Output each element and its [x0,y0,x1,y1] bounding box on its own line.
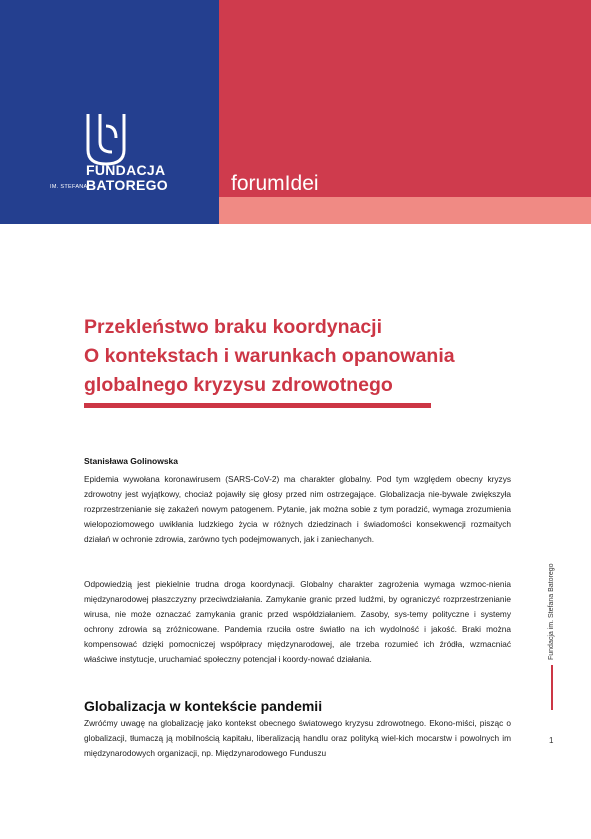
title-line: O kontekstach i warunkach opanowania [84,345,455,367]
section-heading: Globalizacja w kontekście pandemii [84,698,323,714]
page-number: 1 [549,736,554,745]
header-red-panel [219,0,591,197]
title-line: globalnego kryzysu zdrowotnego [84,374,393,396]
author-name: Stanisława Golinowska [84,456,179,466]
paragraph: Epidemia wywołana koronawirusem (SARS-CoV-2) ma charakter globalny. Pod tym względem obecny kryzys zdrowotny jest wyjątkowy, chociaż pojawiły się głosy przed nim ostrzegające. Globalizacja nie-bywale zwiększyła rozprzestrzenianie się zakażeń nowym patogenem. Pytanie, jak można sobie z tym poradzić, wymaga zrozumienia wielopoziomowego uwikłania ludzkiego życia w różnych dziedzinach i świadomości konsekwencji rozmaitych działań w ochronie zdrowia, zarówno tych podejmowanych, jak i zaniechanych. [84,474,511,544]
paragraph: Zwróćmy uwagę na globalizację jako kontekst obecnego światowego kryzysu zdrowotnego. Ekono-miści, pisząc o globalizacji, tłumaczą ją mobilnością kapitału, liberalizacją handlu oraz polityką wiel-kich mocarstw i powolnych im międzynarodowych organizacji, np. Międzynarodowego Funduszu [84,718,511,758]
series-name: forumIdei [231,172,319,195]
logo-text-small: IM. STEFANA [50,184,88,190]
title-line: Przekleństwo braku koordynacji [84,316,383,338]
article-title [84,313,524,400]
foundation-logo-icon [86,112,126,168]
logo-text-line2: BATOREGO [86,177,168,193]
header-pink-band [219,197,591,224]
logo-text-line1: FUNDACJA [86,162,166,178]
title-underline [84,403,431,408]
paragraph: Odpowiedzią jest piekielnie trudna droga koordynacji. Globalny charakter zagrożenia wymaga wzmoc-nienia międzynarodowej płaszczyzny przeciwdziałania. Zamykanie granic przed ludźmi, by ograniczyć rozprzestrzenianie wirusa, nie może oznaczać zamykania granic przed współdziałaniem. Zasoby, sys-temy polityczne i systemy ochrony zdrowia są zróżnicowane. Pandemia rzuciła ostre światło na ich wydolność i jakość. Braki można kompensować dzięki pomocniczej współpracy międzynarodowej, ale trzeba rozumieć ich źródła, wzmacniać właściwe instytucje, uruchamiać społeczny potencjał i koordy-nować działania. [84,579,511,664]
sidebar-accent-rule [551,665,553,710]
sidebar-vertical-text: Fundacja im. Stefana Batorego [548,563,555,660]
